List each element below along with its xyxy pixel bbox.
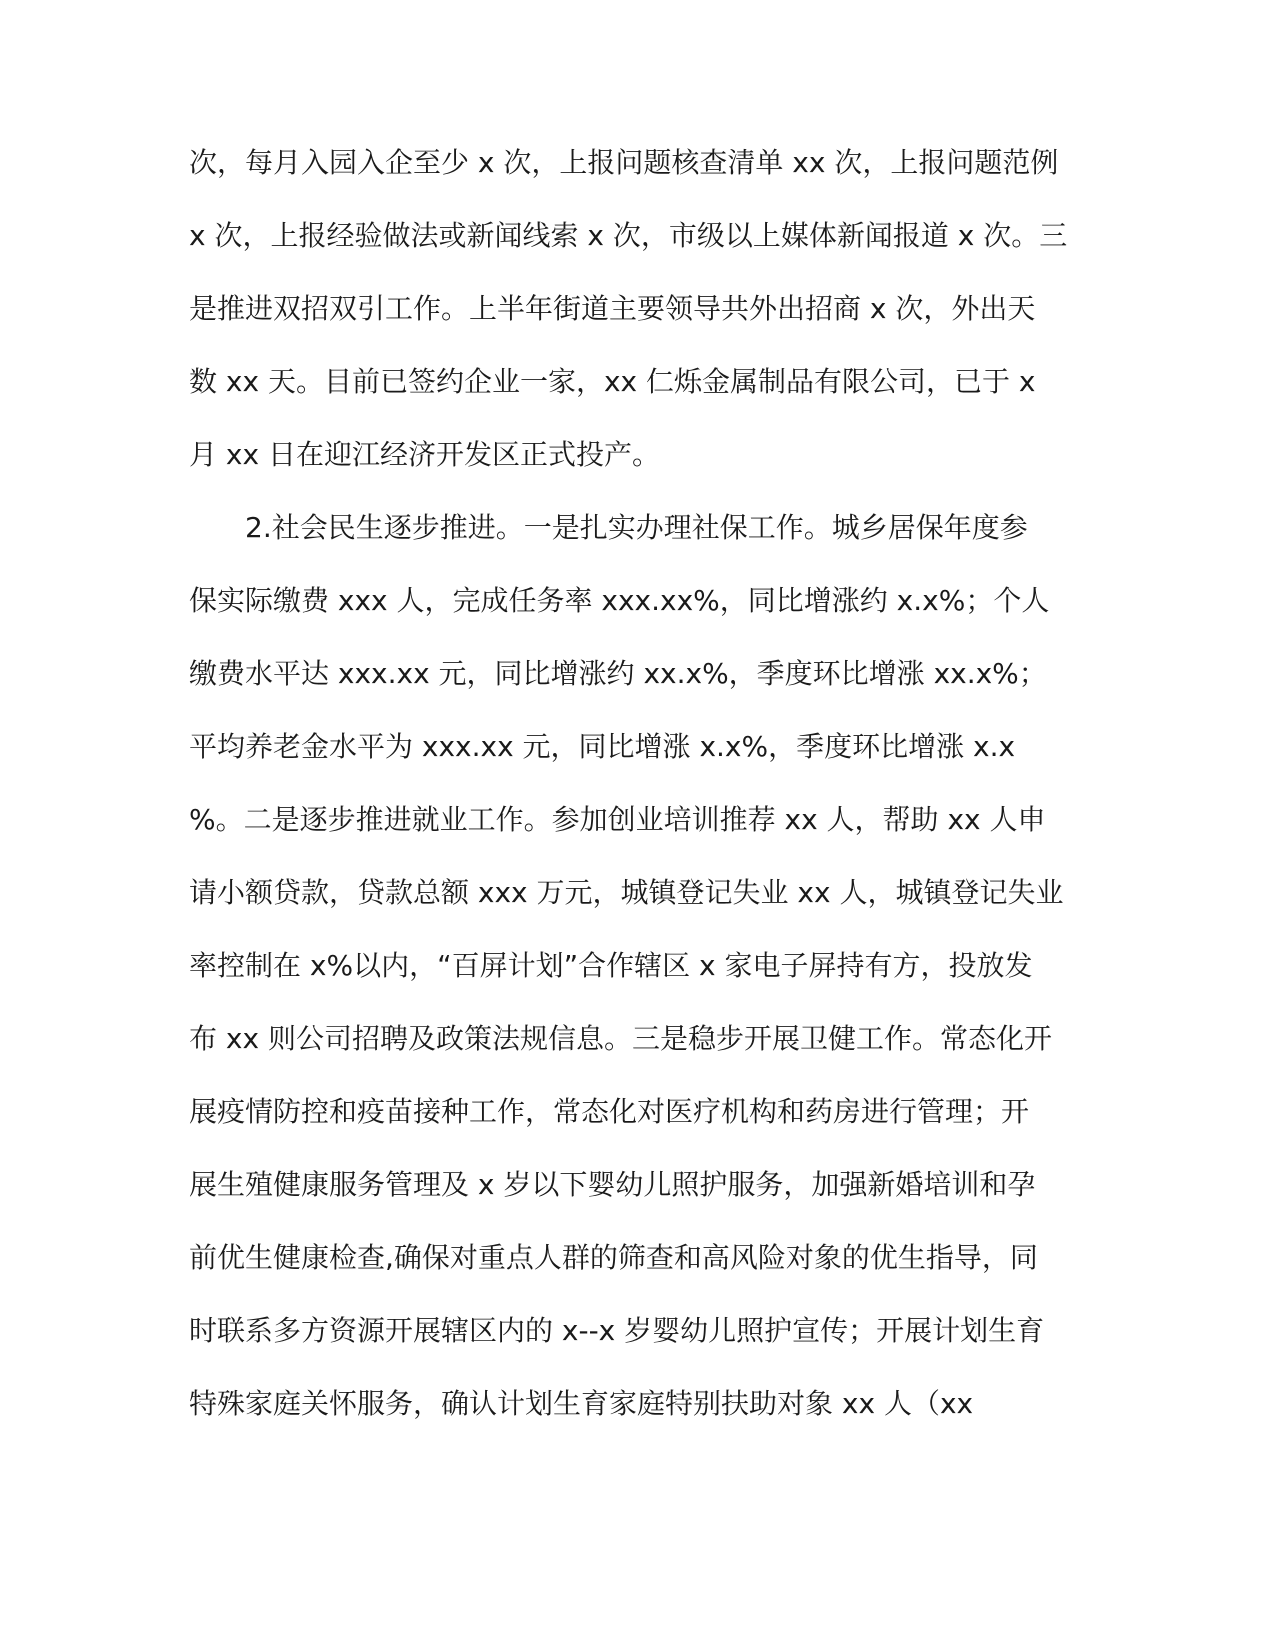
text-line: 数 xx 天。目前已签约企业一家，xx 仁烁金属制品有限公司，已于 x bbox=[189, 365, 1036, 398]
text-line: 请小额贷款，贷款总额 xxx 万元，城镇登记失业 xx 人，城镇登记失业 bbox=[189, 876, 1064, 909]
text-line: 展生殖健康服务管理及 x 岁以下婴幼儿照护服务，加强新婚培训和孕 bbox=[189, 1168, 1036, 1201]
text-line: 布 xx 则公司招聘及政策法规信息。三是稳步开展卫健工作。常态化开 bbox=[189, 1022, 1052, 1055]
text-line: 特殊家庭关怀服务，确认计划生育家庭特别扶助对象 xx 人（xx bbox=[189, 1387, 974, 1420]
text-line: 保实际缴费 xxx 人，完成任务率 xxx.xx%，同比增涨约 x.x%；个人 bbox=[189, 584, 1050, 617]
text-line: 次，每月入园入企至少 x 次，上报问题核查清单 xx 次，上报问题范例 bbox=[189, 146, 1059, 179]
text-line: 展疫情防控和疫苗接种工作，常态化对医疗机构和药房进行管理；开 bbox=[189, 1095, 1030, 1128]
text-line: 是推进双招双引工作。上半年街道主要领导共外出招商 x 次，外出天 bbox=[189, 292, 1036, 325]
text-line: 前优生健康检查,确保对重点人群的筛查和高风险对象的优生指导，同 bbox=[189, 1241, 1038, 1274]
text-line: %。二是逐步推进就业工作。参加创业培训推荐 xx 人，帮助 xx 人申 bbox=[189, 803, 1046, 836]
text-line: 月 xx 日在迎江经济开发区正式投产。 bbox=[189, 438, 660, 471]
text-line: 率控制在 x%以内，“百屏计划”合作辖区 x 家电子屏持有方，投放发 bbox=[189, 949, 1033, 982]
paragraph-start-line: 2.社会民生逐步推进。一是扎实办理社保工作。城乡居保年度参 bbox=[245, 511, 1028, 544]
text-line: 平均养老金水平为 xxx.xx 元，同比增涨 x.x%，季度环比增涨 x.x bbox=[189, 730, 1016, 763]
text-line: 缴费水平达 xxx.xx 元，同比增涨约 xx.x%，季度环比增涨 xx.x%； bbox=[189, 657, 1047, 690]
text-line: x 次，上报经验做法或新闻线索 x 次，市级以上媒体新闻报道 x 次。三 bbox=[189, 219, 1068, 252]
text-line: 时联系多方资源开展辖区内的 x--x 岁婴幼儿照护宣传；开展计划生育 bbox=[189, 1314, 1045, 1347]
